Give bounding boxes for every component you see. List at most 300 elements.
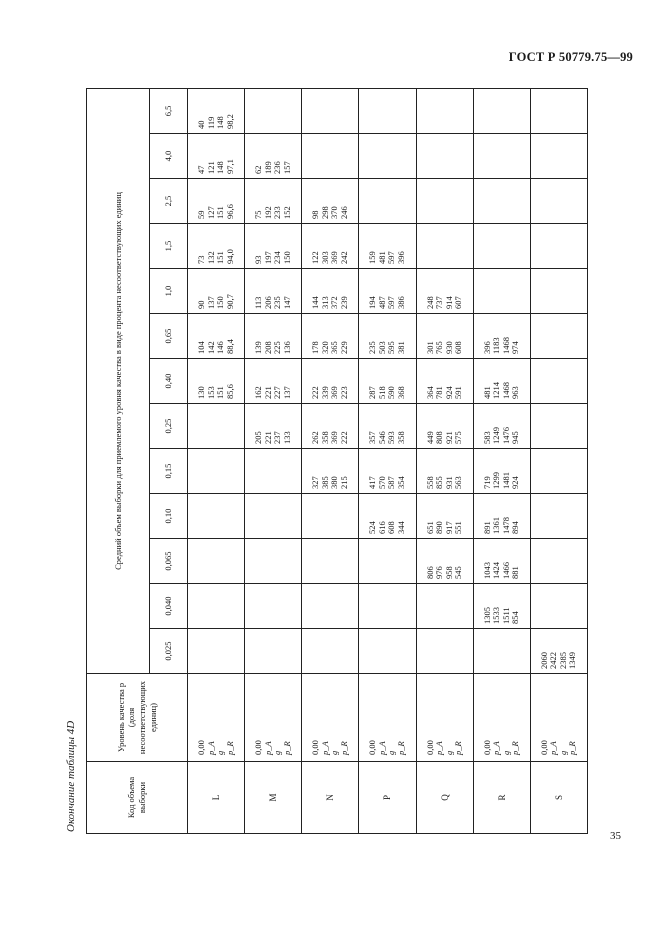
cell-value: 546 [376,431,387,444]
cell-value: 144 [310,296,321,309]
value-cell [416,88,473,133]
value-cell [359,359,416,404]
value-cell [473,539,530,584]
cell-value: 178 [310,341,321,354]
table-row [359,88,416,833]
cell-value: 963 [510,386,521,399]
quality-level-labels [473,674,530,762]
value-cell [359,179,416,224]
value-cell [473,629,530,674]
value-cell [245,269,302,314]
level-label: p_A [319,741,330,755]
cell-value: 234 [272,251,283,264]
value-cell [245,134,302,179]
cell-value: 545 [453,566,464,579]
value-cell [473,449,530,494]
level-label: 0,00 [367,740,378,755]
cell-value: 235 [367,341,378,354]
value-cell [188,629,245,674]
cell-value: 40 [196,120,207,129]
sample-size-code: L [188,762,245,834]
cell-value: 806 [424,566,435,579]
sample-size-code: N [302,762,359,834]
cell-value: 227 [272,386,283,399]
level-column-header: Уровень качества p (доля несоответствующих единиц) [87,674,188,762]
value-cell [302,359,359,404]
sample-size-code: P [359,762,416,834]
cell-value: 119 [205,116,216,129]
value-cell [359,494,416,539]
level-label: g [329,750,340,755]
cell-value: 1478 [500,517,511,534]
sample-size-code: Q [416,762,473,834]
cell-value: 237 [272,431,283,444]
value-cell [359,404,416,449]
cell-value: 248 [424,296,435,309]
level-label: g [557,750,568,755]
cell-value: 2385 [557,652,568,669]
value-cell [473,314,530,359]
quality-level-labels [530,674,587,762]
cell-value: 235 [272,296,283,309]
cell-value: 575 [453,431,464,444]
cell-value: 524 [367,521,378,534]
value-cell [473,359,530,404]
cell-value: 357 [367,431,378,444]
cell-value: 150 [215,296,226,309]
cell-value: 62 [253,165,264,174]
cell-value: 130 [196,386,207,399]
aql-header: 0,065 [150,539,188,584]
table-row [530,88,587,833]
aql-header: 1,5 [150,224,188,269]
level-label: p_A [491,741,502,755]
cell-value: 320 [319,341,330,354]
cell-value: 737 [434,296,445,309]
cell-value: 1043 [481,562,492,579]
cell-value: 368 [396,386,406,399]
value-cell [302,269,359,314]
value-cell [416,539,473,584]
cell-value: 781 [434,386,445,399]
cell-value: 96,6 [224,204,235,219]
cell-value: 1249 [491,427,502,444]
cell-value: 150 [281,251,292,264]
value-cell [245,449,302,494]
value-cell [245,584,302,629]
cell-value: 976 [434,566,445,579]
level-label: p_R [338,741,349,755]
quality-level-labels [359,674,416,762]
cell-value: 396 [481,341,492,354]
aql-header: 0,15 [150,449,188,494]
cell-value: 85,6 [224,384,235,399]
cell-value: 222 [310,386,321,399]
cell-value: 563 [453,476,464,489]
level-label: p_A [548,741,559,755]
value-cell [188,404,245,449]
cell-value: 385 [319,476,330,489]
value-cell [302,449,359,494]
level-label: g [500,750,511,755]
value-cell [359,584,416,629]
value-cell [359,449,416,494]
cell-value: 147 [281,296,292,309]
cell-value: 222 [338,431,349,444]
aql-group-header: Средний объем выборки для приемлемого уровня качества в виде процента несоответствующих единиц [87,88,150,673]
cell-value: 608 [386,521,397,534]
value-cell [245,404,302,449]
value-cell [416,269,473,314]
cell-value: 90 [196,300,207,309]
value-cell [530,224,587,269]
value-cell [473,404,530,449]
value-cell [302,314,359,359]
cell-value: 854 [510,611,521,624]
value-cell [302,224,359,269]
cell-value: 98 [310,210,321,219]
aql-header: 0,10 [150,494,188,539]
value-cell [188,179,245,224]
table-row [245,88,302,833]
cell-value: 242 [338,251,349,264]
sample-size-code: M [245,762,302,834]
quality-level-labels [416,674,473,762]
cell-value: 298 [319,206,330,219]
cell-value: 189 [262,161,273,174]
value-cell [416,224,473,269]
cell-value: 139 [253,341,264,354]
cell-value: 354 [396,476,406,489]
cell-value: 151 [215,386,226,399]
value-cell [416,449,473,494]
value-cell [530,629,587,674]
level-label: p_A [376,741,387,755]
cell-value: 153 [205,386,216,399]
table-row [302,88,359,833]
table-row [188,88,245,833]
cell-value: 344 [396,521,406,534]
value-cell [302,134,359,179]
value-cell [188,539,245,584]
cell-value: 2422 [548,652,559,669]
value-cell [530,269,587,314]
cell-value: 221 [262,431,273,444]
cell-value: 94,0 [224,249,235,264]
cell-value: 197 [262,251,273,264]
value-cell [530,449,587,494]
cell-value: 1183 [491,337,502,354]
value-cell [188,314,245,359]
cell-value: 2060 [538,652,549,669]
level-label: 0,00 [538,740,549,755]
cell-value: 1533 [491,607,502,624]
cell-value: 608 [453,341,464,354]
cell-value: 90,7 [224,294,235,309]
value-cell [473,88,530,133]
aql-header: 0,25 [150,404,188,449]
table-row [473,88,530,833]
value-cell [359,134,416,179]
cell-value: 481 [481,386,492,399]
cell-value: 133 [281,431,292,444]
level-label: 0,00 [424,740,435,755]
cell-value: 365 [329,341,340,354]
cell-value: 148 [215,116,226,129]
value-cell [416,494,473,539]
cell-value: 593 [386,431,397,444]
cell-value: 205 [253,431,264,444]
cell-value: 651 [424,521,435,534]
value-cell [188,224,245,269]
aql-header: 6,5 [150,88,188,133]
value-cell [473,134,530,179]
sample-size-code: R [473,762,530,834]
level-label: p_A [262,741,273,755]
cell-value: 583 [481,431,492,444]
cell-value: 303 [319,251,330,264]
aql-header: 1,0 [150,269,188,314]
cell-value: 570 [376,476,387,489]
cell-value: 339 [319,386,330,399]
cell-value: 591 [453,386,464,399]
cell-value: 113 [253,296,264,309]
cell-value: 192 [262,206,273,219]
cell-value: 386 [396,296,406,309]
code-column-header: Код объема выборки [87,762,188,834]
table-caption: Окончание таблицы 4D [65,720,77,832]
value-cell [245,629,302,674]
standard-number: ГОСТ Р 50779.75—99 [508,50,633,64]
level-label: 0,00 [481,740,492,755]
cell-value: 974 [510,341,521,354]
cell-value: 73 [196,255,207,264]
value-cell [188,134,245,179]
value-cell [188,359,245,404]
cell-value: 327 [310,476,321,489]
cell-value: 121 [205,161,216,174]
level-label: p_A [205,741,216,755]
cell-value: 917 [443,521,454,534]
cell-value: 127 [205,206,216,219]
cell-value: 587 [386,476,397,489]
value-cell [245,314,302,359]
value-cell [245,539,302,584]
level-label: g [215,750,226,755]
value-cell [416,134,473,179]
cell-value: 142 [205,341,216,354]
value-cell [359,539,416,584]
cell-value: 148 [215,161,226,174]
value-cell [530,584,587,629]
cell-value: 137 [281,386,292,399]
cell-value: 104 [196,341,207,354]
cell-value: 358 [319,431,330,444]
cell-value: 159 [367,251,378,264]
cell-value: 1468 [500,382,511,399]
aql-header: 2,5 [150,179,188,224]
cell-value: 765 [434,341,445,354]
aql-header: 0,65 [150,314,188,359]
cell-value: 945 [510,431,521,444]
cell-value: 921 [443,431,454,444]
cell-value: 1476 [500,427,511,444]
sample-size-table [86,88,588,834]
cell-value: 1468 [500,337,511,354]
value-cell [530,539,587,584]
cell-value: 369 [329,251,340,264]
cell-value: 225 [272,341,283,354]
value-cell [302,494,359,539]
value-cell [530,134,587,179]
cell-value: 75 [253,210,264,219]
cell-value: 208 [262,341,273,354]
cell-value: 239 [338,296,349,309]
cell-value: 122 [310,251,321,264]
cell-value: 246 [338,206,349,219]
value-cell [188,88,245,133]
value-cell [473,584,530,629]
cell-value: 1481 [500,472,511,489]
cell-value: 616 [376,521,387,534]
level-label: g [443,750,454,755]
cell-value: 1214 [491,382,502,399]
level-label: p_R [567,741,578,755]
value-cell [302,584,359,629]
level-label: g [272,750,283,755]
cell-value: 381 [396,341,406,354]
cell-value: 157 [281,161,292,174]
cell-value: 1466 [500,562,511,579]
cell-value: 152 [281,206,292,219]
cell-value: 924 [510,476,521,489]
quality-level-labels [188,674,245,762]
cell-value: 162 [253,386,264,399]
cell-value: 151 [215,251,226,264]
cell-value: 93 [253,255,264,264]
cell-value: 891 [481,521,492,534]
cell-value: 930 [443,341,454,354]
cell-value: 132 [205,251,216,264]
value-cell [359,88,416,133]
aql-header: 4,0 [150,134,188,179]
value-cell [302,404,359,449]
value-cell [188,269,245,314]
value-cell [188,584,245,629]
value-cell [245,224,302,269]
level-label: 0,00 [196,740,207,755]
value-cell [416,359,473,404]
value-cell [416,404,473,449]
cell-value: 233 [272,206,283,219]
cell-value: 98,2 [224,114,235,129]
cell-value: 597 [386,296,397,309]
cell-value: 206 [262,296,273,309]
cell-value: 518 [376,386,387,399]
value-cell [245,179,302,224]
cell-value: 221 [262,386,273,399]
cell-value: 890 [434,521,445,534]
cell-value: 417 [367,476,378,489]
cell-value: 236 [272,161,283,174]
value-cell [530,359,587,404]
cell-value: 924 [443,386,454,399]
aql-header: 0,040 [150,584,188,629]
rotated-table-block [61,88,588,834]
value-cell [302,179,359,224]
cell-value: 262 [310,431,321,444]
cell-value: 487 [376,296,387,309]
value-cell [359,629,416,674]
cell-value: 194 [367,296,378,309]
level-label: g [386,750,397,755]
cell-value: 301 [424,341,435,354]
cell-value: 449 [424,431,435,444]
cell-value: 136 [281,341,292,354]
cell-value: 894 [510,521,521,534]
quality-level-labels [302,674,359,762]
level-label: p_R [510,741,521,755]
value-cell [359,314,416,359]
cell-value: 146 [215,341,226,354]
level-label: p_R [281,741,292,755]
cell-value: 229 [338,341,349,354]
value-cell [245,494,302,539]
value-cell [359,224,416,269]
cell-value: 47 [196,165,207,174]
value-cell [473,269,530,314]
cell-value: 97,1 [224,159,235,174]
cell-value: 1511 [500,607,511,624]
aql-header: 0,025 [150,629,188,674]
value-cell [359,269,416,314]
sample-size-code: S [530,762,587,834]
cell-value: 364 [424,386,435,399]
value-cell [416,314,473,359]
cell-value: 215 [338,476,349,489]
cell-value: 313 [319,296,330,309]
value-cell [188,494,245,539]
aql-header: 0,40 [150,359,188,404]
cell-value: 481 [376,251,387,264]
value-cell [473,494,530,539]
cell-value: 1349 [567,652,578,669]
cell-value: 137 [205,296,216,309]
value-cell [473,224,530,269]
value-cell [302,539,359,584]
cell-value: 59 [196,210,207,219]
cell-value: 607 [453,296,464,309]
value-cell [530,179,587,224]
cell-value: 223 [338,386,349,399]
value-cell [416,629,473,674]
level-label: p_R [453,741,464,755]
cell-value: 369 [329,431,340,444]
level-label: 0,00 [310,740,321,755]
cell-value: 595 [386,341,397,354]
value-cell [530,88,587,133]
cell-value: 590 [386,386,397,399]
cell-value: 855 [434,476,445,489]
cell-value: 503 [376,341,387,354]
value-cell [530,404,587,449]
page-number: 35 [610,830,621,842]
cell-value: 914 [443,296,454,309]
cell-value: 1305 [481,607,492,624]
cell-value: 380 [329,476,340,489]
value-cell [188,449,245,494]
cell-value: 372 [329,296,340,309]
